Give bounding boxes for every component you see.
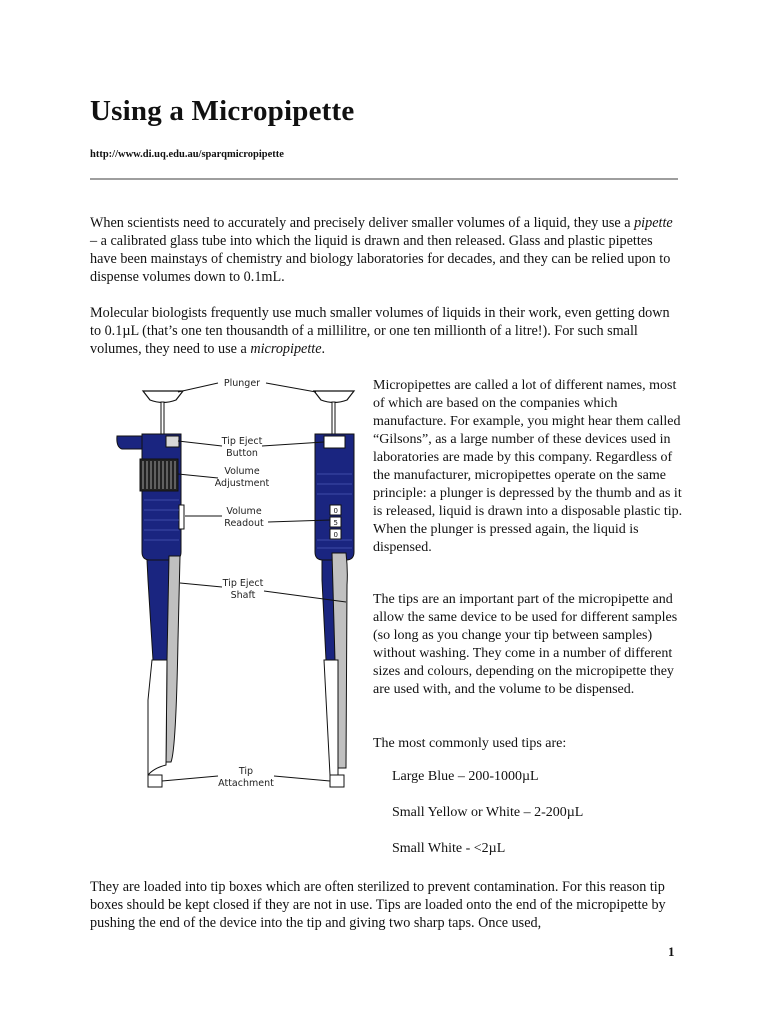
volume-readout-display xyxy=(330,505,341,539)
list-item: Small White - <2µL xyxy=(392,841,506,856)
emphasis-pipette: pipette xyxy=(634,215,673,231)
tip-types-list xyxy=(392,768,583,876)
list-item: Large Blue – 200-1000µL xyxy=(392,769,539,784)
plunger-rod-right xyxy=(332,402,335,436)
pipette-front-view xyxy=(314,391,354,787)
label-volume-readout-1: Volume xyxy=(226,506,262,517)
common-tips-intro: The most commonly used tips are: xyxy=(373,736,567,751)
intro-paragraph: When scientists need to accurately and precisely deliver smaller volumes of a liquid, they use a pipette – a calibrated glass tube into which the liquid is drawn and then released. Glass and plastic pipettes have been mainstays of chemistry and biology laboratories for decades, and they can be relied upon to dispense volumes down to 0.1mL. xyxy=(90,215,673,285)
label-tip-eject-shaft-1: Tip Eject xyxy=(222,578,264,589)
pipette-side-view xyxy=(117,391,184,787)
molecular-biologists-paragraph: Molecular biologists frequently use much smaller volumes of liquids in their work, even getting down to 0.1µL (that’s one ten thousandth of a millilitre, or one ten millionth of a litre!). For such small volumes, they need to use a micropipette. xyxy=(90,305,670,357)
list-item: Small Yellow or White – 2-200µL xyxy=(392,805,584,820)
readout-digit-1: 0 xyxy=(333,507,338,515)
tips-paragraph: The tips are an important part of the micropipette and allow the same device to be used for different samples (so long as you change your tip between samples) without washing. They come in a number of different sizes and colours, depending on the micropipette they are used with, and the volume to be dispensed. xyxy=(373,592,678,697)
tip-attachment-left xyxy=(148,775,162,787)
handle-left xyxy=(142,434,181,560)
label-volume-adjustment-2: Adjustment xyxy=(214,478,270,489)
tip-eject-button-left xyxy=(166,436,179,447)
plunger-top-right xyxy=(314,391,354,403)
page-title: Using a Micropipette xyxy=(90,95,355,127)
readout-digit-2: 5 xyxy=(333,519,338,527)
label-tip-attachment-2: Attachment xyxy=(218,778,274,789)
readout-window-side xyxy=(179,505,184,529)
barrel-left xyxy=(148,660,167,775)
handle-right xyxy=(315,434,354,560)
label-tip-eject-shaft-2: Shaft xyxy=(230,590,256,601)
label-tip-attachment-1: Tip xyxy=(238,766,254,777)
plunger-top-left xyxy=(143,391,183,403)
source-url[interactable]: http://www.di.uq.edu.au/sparqmicropipette xyxy=(90,149,284,160)
label-volume-adjustment-1: Volume xyxy=(224,466,260,477)
readout-digit-3: 0 xyxy=(333,531,338,539)
tip-attachment-right xyxy=(330,775,344,787)
plunger-rod-left xyxy=(161,402,164,436)
tip-boxes-paragraph: They are loaded into tip boxes which are often sterilized to prevent contamination. For this reason tip boxes should be kept closed if they are not in use. Tips are loaded onto the end of the micropipette by pushing the end of the device into the tip and giving two sharp taps. Once used, xyxy=(90,879,666,931)
label-tip-eject-button-1: Tip Eject xyxy=(221,436,263,447)
finger-hook xyxy=(117,436,144,449)
micropipette-diagram xyxy=(110,370,360,795)
emphasis-micropipette: micropipette xyxy=(250,341,322,357)
micropipette-names-paragraph: Micropipettes are called a lot of different names, most of which are based on the companies which manufacture. For example, you might hear them called “Gilsons”, as a large number of these devices used in laboratories are made by this company. Regardless of the manufacturer, micropipettes operate on the same principle: a plunger is depressed by the thumb and as it is released, liquid is drawn into a disposable plastic tip. When the plunger is pressed again, the liquid is dispensed. xyxy=(373,378,683,555)
label-plunger: Plunger xyxy=(223,378,261,389)
tip-eject-button-right xyxy=(324,436,345,448)
tip-eject-shaft-left xyxy=(166,556,180,762)
label-tip-eject-button-2: Button xyxy=(226,448,258,459)
horizontal-rule xyxy=(90,178,678,180)
page-number: 1 xyxy=(668,944,675,959)
barrel-right xyxy=(324,660,338,775)
label-volume-readout-2: Readout xyxy=(224,518,264,529)
